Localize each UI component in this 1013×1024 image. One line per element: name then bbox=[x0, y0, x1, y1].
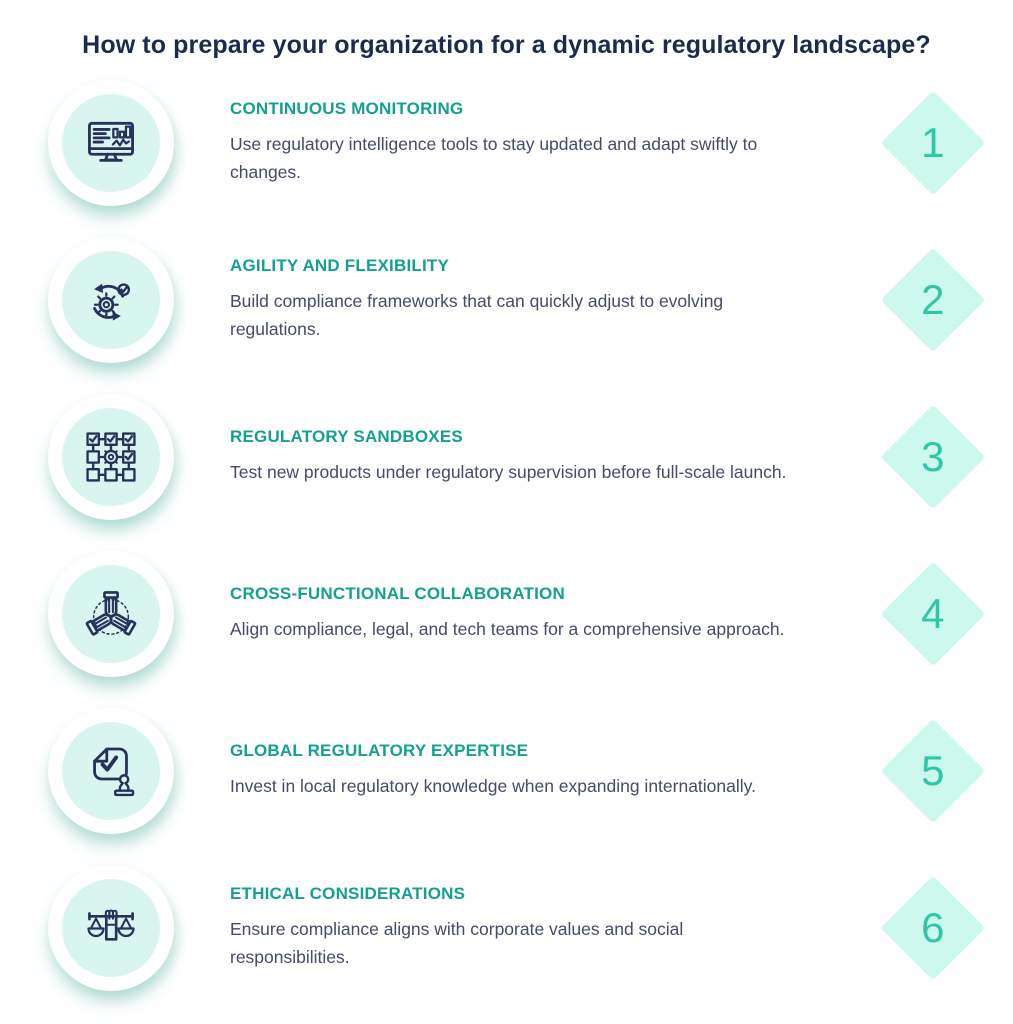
step-2-text bbox=[230, 256, 815, 343]
step-heading: ETHICAL CONSIDERATIONS bbox=[230, 884, 466, 903]
step-6-icon-circle bbox=[62, 879, 160, 977]
step-description: Ensure compliance aligns with corporate values and social responsibilities. bbox=[230, 919, 684, 967]
step-number: 2 bbox=[921, 275, 945, 323]
step-1-text bbox=[230, 99, 815, 186]
step-2-icon-ring bbox=[48, 237, 174, 363]
agile-gear-cycle-icon bbox=[81, 270, 141, 330]
page-title: How to prepare your organization for a dynamic regulatory landscape? bbox=[82, 31, 931, 59]
step-2-icon-circle bbox=[62, 251, 160, 349]
step-4-text bbox=[230, 584, 815, 643]
step-3-text bbox=[230, 427, 815, 486]
step-number-diamond bbox=[881, 875, 986, 980]
united-hands-icon bbox=[81, 584, 141, 644]
step-5-text bbox=[230, 741, 815, 800]
step-description: Use regulatory intelligence tools to stay updated and adapt swiftly to changes. bbox=[230, 134, 758, 182]
step-number: 5 bbox=[921, 746, 945, 794]
step-heading: CONTINUOUS MONITORING bbox=[230, 99, 464, 118]
step-number: 1 bbox=[921, 118, 945, 166]
monitor-analytics-icon bbox=[81, 113, 141, 173]
step-1-icon-circle bbox=[62, 94, 160, 192]
step-description: Align compliance, legal, and tech teams for a comprehensive approach. bbox=[230, 619, 785, 639]
step-row-6 bbox=[0, 849, 1013, 1006]
step-heading: CROSS-FUNCTIONAL COLLABORATION bbox=[230, 584, 565, 603]
step-5-icon-circle bbox=[62, 722, 160, 820]
step-row-3 bbox=[0, 378, 1013, 535]
hand-holding-scales-icon bbox=[81, 898, 141, 958]
step-row-1 bbox=[0, 64, 1013, 221]
step-6-text bbox=[230, 884, 815, 971]
step-number: 3 bbox=[921, 432, 945, 480]
step-number-diamond bbox=[881, 90, 986, 195]
step-heading: GLOBAL REGULATORY EXPERTISE bbox=[230, 741, 529, 760]
step-row-4 bbox=[0, 535, 1013, 692]
step-number-diamond bbox=[881, 561, 986, 666]
step-number-diamond bbox=[881, 247, 986, 352]
step-5-icon-ring bbox=[48, 708, 174, 834]
step-number-diamond bbox=[881, 718, 986, 823]
step-description: Test new products under regulatory supervision before full-scale launch. bbox=[230, 462, 787, 482]
step-description: Invest in local regulatory knowledge when expanding internationally. bbox=[230, 776, 756, 796]
step-row-5 bbox=[0, 692, 1013, 849]
step-4-icon-ring bbox=[48, 551, 174, 677]
step-6-icon-ring bbox=[48, 865, 174, 991]
step-number: 4 bbox=[921, 589, 945, 637]
step-number: 6 bbox=[921, 903, 945, 951]
step-3-icon-ring bbox=[48, 394, 174, 520]
step-description: Build compliance frameworks that can quickly adjust to evolving regulations. bbox=[230, 291, 724, 339]
workflow-checkboxes-icon bbox=[81, 427, 141, 487]
step-row-2 bbox=[0, 221, 1013, 378]
step-heading: AGILITY AND FLEXIBILITY bbox=[230, 256, 449, 275]
step-heading: REGULATORY SANDBOXES bbox=[230, 427, 463, 446]
step-3-icon-circle bbox=[62, 408, 160, 506]
stamped-document-icon bbox=[81, 741, 141, 801]
step-1-icon-ring bbox=[48, 80, 174, 206]
steps-list bbox=[0, 64, 1013, 1006]
step-4-icon-circle bbox=[62, 565, 160, 663]
step-number-diamond bbox=[881, 404, 986, 509]
